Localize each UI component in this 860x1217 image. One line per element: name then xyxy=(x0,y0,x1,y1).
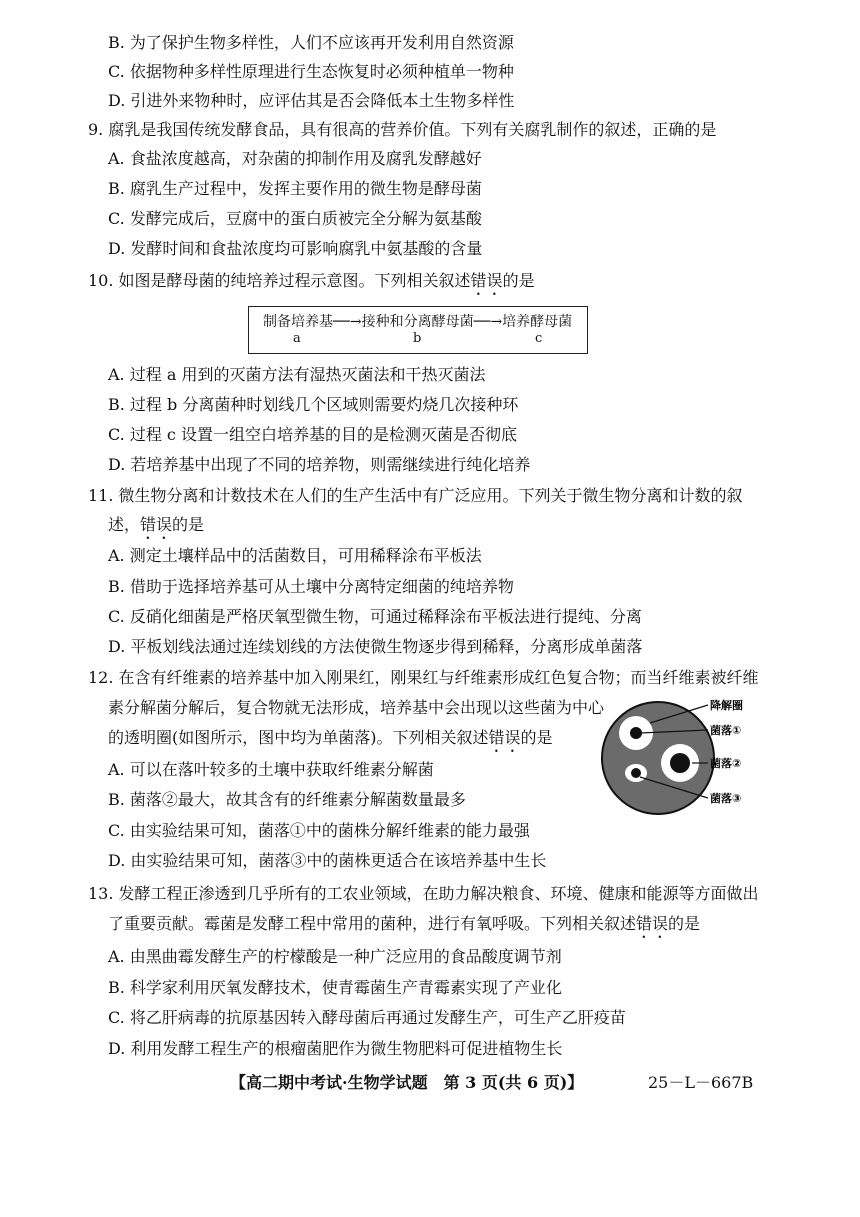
q13-stem-line1: 13. 发酵工程正渗透到几乎所有的工农业领域，在助力解决粮食、环境、健康和能源等方面做出 xyxy=(88,884,759,903)
q10-stem-text: 10. 如图是酵母菌的纯培养过程示意图。下列相关叙述 xyxy=(88,271,471,290)
q12-stem-text: 的透明圈(如图所示，图中均为单菌落)。下列相关叙述 xyxy=(108,728,489,747)
q12-stem-line1: 12. 在含有纤维素的培养基中加入刚果红，刚果红与纤维素形成红色复合物；而当纤维素被纤维 xyxy=(88,668,759,687)
fig-label-colony-1: 菌落① xyxy=(710,724,742,737)
q13-stem-text: 了重要贡献。霉菌是发酵工程中常用的菌种，进行有氧呼吸。下列相关叙述 xyxy=(108,914,637,933)
q8-option-d: D. 引进外来物种时，应评估其是否会降低本土生物多样性 xyxy=(108,91,515,110)
q11-stem-end: 的是 xyxy=(172,515,205,534)
colony-3 xyxy=(631,768,641,778)
page-footer: 【高二期中考试·生物学试题 第 3 页(共 6 页)】 xyxy=(230,1073,584,1092)
q10-flow-label-a: a xyxy=(293,331,301,346)
q12-option-d: D. 由实验结果可知，菌落③中的菌株更适合在该培养基中生长 xyxy=(108,851,547,870)
q13-stem-end: 的是 xyxy=(668,914,701,933)
q10-flow-diagram xyxy=(248,306,588,354)
q12-emphasis: 错误 xyxy=(488,728,521,747)
q13-option-c: C. 将乙肝病毒的抗原基因转入酵母菌后再通过发酵生产，可生产乙肝疫苗 xyxy=(108,1008,626,1027)
q10-flow-label-b: b xyxy=(413,331,422,346)
q12-option-a: A. 可以在落叶较多的土壤中获取纤维素分解菌 xyxy=(108,760,434,779)
exam-code: 25－L－667B xyxy=(648,1073,754,1092)
q10-flow-steps: 制备培养基──→接种和分离酵母菌──→培养酵母菌 xyxy=(263,314,573,330)
q11-option-a: A. 测定土壤样品中的活菌数目，可用稀释涂布平板法 xyxy=(108,546,482,565)
q10-option-b: B. 过程 b 分离菌种时划线几个区域则需要灼烧几次接种环 xyxy=(108,395,519,414)
q11-emphasis: 错误 xyxy=(140,515,173,534)
q9-option-d: D. 发酵时间和食盐浓度均可影响腐乳中氨基酸的含量 xyxy=(108,239,483,258)
fig-label-colony-3: 菌落③ xyxy=(710,792,742,805)
q11-stem-text: 述， xyxy=(108,515,141,534)
q13-option-d: D. 利用发酵工程生产的根瘤菌肥作为微生物肥料可促进植物生长 xyxy=(108,1039,563,1058)
q9-option-c: C. 发酵完成后，豆腐中的蛋白质被完全分解为氨基酸 xyxy=(108,209,482,228)
q11-stem-line1: 11. 微生物分离和计数技术在人们的生产生活中有广泛应用。下列关于微生物分离和计数的叙 xyxy=(88,486,743,505)
q11-option-c: C. 反硝化细菌是严格厌氧型微生物，可通过稀释涂布平板法进行提纯、分离 xyxy=(108,607,642,626)
q10-stem-end: 的是 xyxy=(502,271,535,290)
q8-option-b: B. 为了保护生物多样性，人们不应该再开发利用自然资源 xyxy=(108,33,514,52)
q13-emphasis: 错误 xyxy=(636,914,669,933)
colony-2 xyxy=(670,753,690,773)
q11-stem-line2 xyxy=(108,514,204,543)
fig-label-colony-2: 菌落② xyxy=(710,757,742,770)
q11-option-b: B. 借助于选择培养基可从土壤中分离特定细菌的纯培养物 xyxy=(108,577,514,596)
q9-option-a: A. 食盐浓度越高，对杂菌的抑制作用及腐乳发酵越好 xyxy=(108,149,482,168)
q10-stem xyxy=(88,270,535,299)
q10-emphasis: 错误 xyxy=(470,271,503,290)
fig-label-halo: 降解圈 xyxy=(710,699,743,712)
q12-stem-line2: 素分解菌分解后，复合物就无法形成，培养基中会出现以这些菌为中心 xyxy=(108,698,605,717)
q12-stem-line3 xyxy=(108,727,553,756)
q8-option-c: C. 依据物种多样性原理进行生态恢复时必须种植单一物种 xyxy=(108,62,514,81)
q13-option-b: B. 科学家利用厌氧发酵技术，使青霉菌生产青霉素实现了产业化 xyxy=(108,978,562,997)
q12-option-c: C. 由实验结果可知，菌落①中的菌株分解纤维素的能力最强 xyxy=(108,821,530,840)
q13-stem-line2 xyxy=(108,913,700,942)
q12-stem-end: 的是 xyxy=(520,728,553,747)
q13-option-a: A. 由黑曲霉发酵生产的柠檬酸是一种广泛应用的食品酸度调节剂 xyxy=(108,947,562,966)
q12-option-b: B. 菌落②最大，故其含有的纤维素分解菌数量最多 xyxy=(108,790,466,809)
q10-option-d: D. 若培养基中出现了不同的培养物，则需继续进行纯化培养 xyxy=(108,455,531,474)
q10-flow-label-c: c xyxy=(535,331,543,346)
q11-option-d: D. 平板划线法通过连续划线的方法使微生物逐步得到稀释，分离形成单菌落 xyxy=(108,637,643,656)
q12-petri-dish-figure xyxy=(600,693,780,823)
q10-option-c: C. 过程 c 设置一组空白培养基的目的是检测灭菌是否彻底 xyxy=(108,425,517,444)
q9-option-b: B. 腐乳生产过程中，发挥主要作用的微生物是酵母菌 xyxy=(108,179,482,198)
q10-option-a: A. 过程 a 用到的灭菌方法有湿热灭菌法和干热灭菌法 xyxy=(108,365,486,384)
q9-stem: 9. 腐乳是我国传统发酵食品，具有很高的营养价值。下列有关腐乳制作的叙述，正确的是 xyxy=(88,120,717,139)
